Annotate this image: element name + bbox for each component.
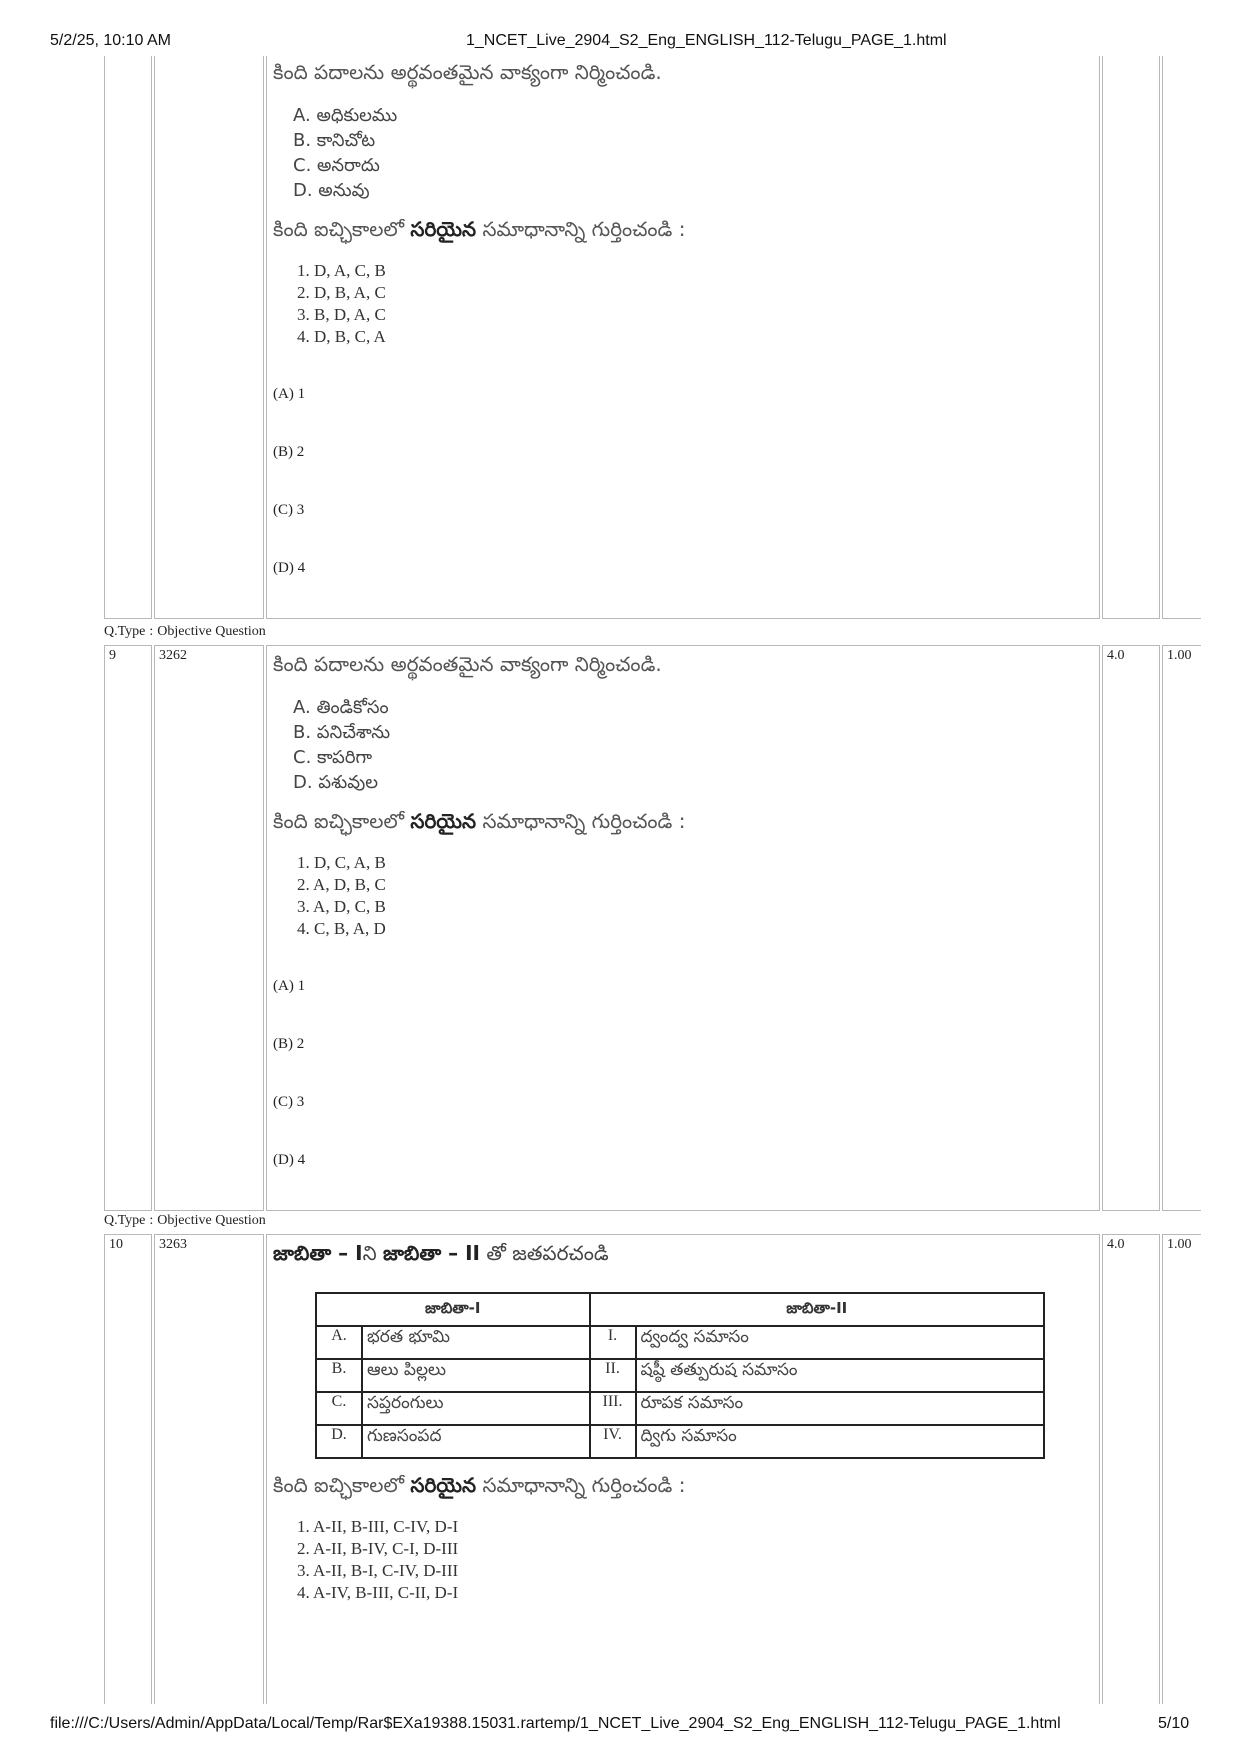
- negative-marks: 1.00: [1162, 645, 1201, 1211]
- choice-item: 4. D, B, C, A: [297, 327, 386, 346]
- select-instruction: [273, 217, 1093, 246]
- match-row: [316, 1425, 1044, 1458]
- answer-option-b[interactable]: (B) 2: [273, 1036, 305, 1052]
- print-doc-title: 1_NCET_Live_2904_S2_Eng_ENGLISH_112-Telugu_PAGE_1.html: [466, 32, 947, 49]
- list-one-ref: జాబితా – I: [273, 1241, 363, 1265]
- question-id-cell: [154, 56, 264, 619]
- statement-list: [293, 103, 1093, 203]
- select-instruction: [273, 1473, 1093, 1502]
- statement-item: D. పశువుల: [293, 772, 378, 793]
- instruction-pre: కింది ఐచ్ఛికాలలో: [273, 217, 405, 241]
- list-two-key: I.: [590, 1326, 636, 1359]
- marks-cell: [1102, 56, 1160, 619]
- list-one-key: D.: [316, 1425, 362, 1458]
- marks: 4.0: [1102, 645, 1160, 1211]
- list-two-key: III.: [590, 1392, 636, 1425]
- serial-cell: [104, 56, 152, 619]
- instruction-post: సమాధానాన్ని గుర్తించండి :: [482, 809, 686, 833]
- match-prompt: [273, 1241, 1093, 1270]
- question-type-label: Q.Type : Objective Question: [104, 1213, 266, 1228]
- list-two-key: II.: [590, 1359, 636, 1392]
- question-body: [266, 1234, 1100, 1704]
- list-one-key: B.: [316, 1359, 362, 1392]
- instruction-pre: కింది ఐచ్ఛికాలలో: [273, 1473, 405, 1497]
- prompt-tail: తో జతపరచండి: [486, 1241, 609, 1265]
- question-row-8: [102, 56, 1203, 619]
- marks: 4.0: [1102, 1234, 1160, 1704]
- list-one-key: C.: [316, 1392, 362, 1425]
- choice-item: 2. A-II, B-IV, C-I, D-III: [297, 1539, 459, 1558]
- question-id: 3262: [154, 645, 264, 1211]
- choice-item: 3. A-II, B-I, C-IV, D-III: [297, 1561, 459, 1580]
- list-two-value: ద్వంద్వ సమాసం: [636, 1326, 1045, 1359]
- statement-item: B. కానిచోట: [293, 130, 376, 151]
- question-type-label: Q.Type : Objective Question: [104, 624, 266, 639]
- answer-option-d[interactable]: (D) 4: [273, 1152, 306, 1168]
- print-datetime: 5/2/25, 10:10 AM: [50, 32, 171, 49]
- choice-item: 2. D, B, A, C: [297, 283, 386, 302]
- choice-item: 2. A, D, B, C: [297, 875, 386, 894]
- statement-item: A. తిండికోసం: [293, 697, 389, 718]
- question-row-9: [102, 645, 1203, 1211]
- answer-option-a[interactable]: (A) 1: [273, 978, 306, 994]
- answer-option-a[interactable]: (A) 1: [273, 386, 306, 402]
- choice-item: 1. A-II, B-III, C-IV, D-I: [297, 1517, 459, 1536]
- statement-list: [293, 695, 1093, 795]
- choice-item: 3. B, D, A, C: [297, 305, 386, 324]
- list-one-header: జాబితా-I: [316, 1293, 590, 1326]
- list-one-value: ఆలు పిల్లలు: [362, 1359, 590, 1392]
- statement-item: C. అనరాదు: [293, 155, 380, 176]
- instruction-bold: సరియైన: [410, 809, 477, 833]
- question-row-10: [102, 1234, 1203, 1704]
- choice-list: [297, 1516, 1093, 1604]
- list-one-key: A.: [316, 1326, 362, 1359]
- list-one-value: భరత భూమి: [362, 1326, 590, 1359]
- question-id: 3263: [154, 1234, 264, 1704]
- serial-number: 9: [104, 645, 152, 1211]
- choice-item: 4. C, B, A, D: [297, 919, 386, 938]
- answer-option-b[interactable]: (B) 2: [273, 444, 305, 460]
- choice-list: [297, 260, 1093, 348]
- match-row: [316, 1359, 1044, 1392]
- instruction-bold: సరియైన: [410, 1473, 477, 1497]
- list-two-ref: జాబితా – II: [382, 1241, 480, 1265]
- list-two-key: IV.: [590, 1425, 636, 1458]
- instruction-post: సమాధానాన్ని గుర్తించండి :: [482, 217, 686, 241]
- choice-item: 3. A, D, C, B: [297, 897, 386, 916]
- print-page-number: 5/10: [1158, 1715, 1190, 1732]
- match-table: [315, 1292, 1045, 1459]
- list-two-value: షష్ఠీ తత్పురుష సమాసం: [636, 1359, 1045, 1392]
- choice-item: 1. D, C, A, B: [297, 853, 386, 872]
- print-file-path: file:///C:/Users/Admin/AppData/Local/Temp/Rar$EXa19388.15031.rartemp/1_NCET_Live_2904_S2_Eng_ENGLISH_112-Telugu_PAGE_1.html: [50, 1715, 1061, 1732]
- instruction-pre: కింది ఐచ్ఛికాలలో: [273, 809, 405, 833]
- question-prompt: కింది పదాలను అర్థవంతమైన వాక్యంగా నిర్మించండి.: [273, 652, 662, 676]
- statement-item: D. అనువు: [293, 180, 370, 201]
- statement-item: B. పనిచేశాను: [293, 722, 391, 743]
- list-two-value: ద్విగు సమాసం: [636, 1425, 1045, 1458]
- instruction-bold: సరియైన: [410, 217, 477, 241]
- answer-option-c[interactable]: (C) 3: [273, 1094, 305, 1110]
- question-body: [266, 645, 1100, 1211]
- match-row: [316, 1392, 1044, 1425]
- serial-number: 10: [104, 1234, 152, 1704]
- question-prompt: కింది పదాలను అర్థవంతమైన వాక్యంగా నిర్మించండి.: [273, 60, 662, 84]
- list-two-value: రూపక సమాసం: [636, 1392, 1045, 1425]
- list-one-value: గుణసంపద: [362, 1425, 590, 1458]
- select-instruction: [273, 809, 1093, 838]
- answer-option-c[interactable]: (C) 3: [273, 502, 305, 518]
- question-body: [266, 56, 1100, 619]
- choice-item: 4. A-IV, B-III, C-II, D-I: [297, 1583, 459, 1602]
- prompt-connector: ని: [362, 1241, 377, 1265]
- statement-item: C. కాపరిగా: [293, 747, 373, 768]
- choice-item: 1. D, A, C, B: [297, 261, 386, 280]
- list-one-value: సప్తరంగులు: [362, 1392, 590, 1425]
- choice-list: [297, 852, 1093, 940]
- negative-marks: 1.00: [1162, 1234, 1201, 1704]
- statement-item: A. అధికులము: [293, 105, 398, 126]
- list-two-header: జాబితా-II: [590, 1293, 1045, 1326]
- negative-marks-cell: [1162, 56, 1201, 619]
- answer-option-d[interactable]: (D) 4: [273, 560, 306, 576]
- instruction-post: సమాధానాన్ని గుర్తించండి :: [482, 1473, 686, 1497]
- match-row: [316, 1326, 1044, 1359]
